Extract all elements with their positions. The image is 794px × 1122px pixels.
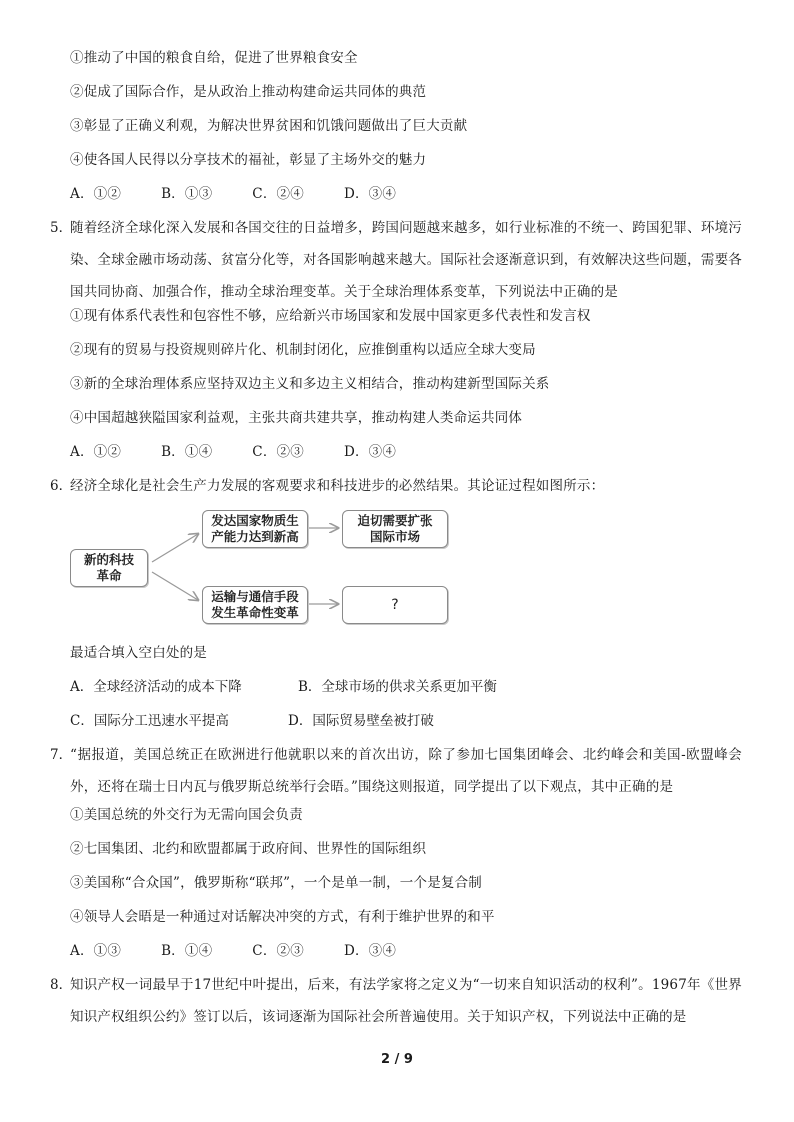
q5-option-d: D．③④ [343,444,397,460]
q7-statement-2: ②七国集团、北约和欧盟都属于政府间、世界性的国际组织 [70,841,427,857]
q6-option-a: A．全球经济活动的成本下降 [70,679,242,695]
q6-number: 6． [50,478,73,494]
q5-stem: 随着经济全球化深入发展和各国交往的日益增多，跨国问题越来越多，如行业标准的不统一、跨国犯罪、环境污染、全球金融市场动荡、贫富分化等，对各国影响越来越大。国际社会逐渐意识到，有效解决这些问题，需要各国共同协商、加强合作，推动全球治理变革。关于全球治理体系变革，下列说法中正确的是 [70,220,742,300]
q5-option-b: B．①④ [161,444,213,460]
diagram-box-bottom-right-blank: ? [342,586,448,624]
q4-statement-1: ①推动了中国的粮食自给，促进了世界粮食安全 [70,50,358,66]
page-number: 2 / 9 [381,1052,413,1067]
q7-option-c: C．②③ [252,943,304,959]
q8-stem: 知识产权一词最早于17世纪中叶提出，后来，有法学家将之定义为“一切来自知识活动的权利”。1967年《世界知识产权组织公约》签订以后，该词逐渐为国际社会所普遍使用。关于知识产权，下列说法中正确的是 [70,977,742,1025]
q7-number: 7． [50,747,73,763]
q6-option-d: D．国际贸易壁垒被打破 [288,713,434,729]
q7-statement-3: ③美国称“合众国”，俄罗斯称“联邦”，一个是单一制，一个是复合制 [70,875,483,891]
q5-statement-3: ③新的全球治理体系应坚持双边主义和多边主义相结合，推动构建新型国际关系 [70,376,550,392]
q4-statement-2: ②促成了国际合作，是从政治上推动构建命运共同体的典范 [70,84,427,100]
q4-option-c: C．②④ [252,186,304,202]
q8-number: 8． [50,977,73,993]
q5-number: 5． [50,220,73,236]
q5-option-a: A．①② [70,444,122,460]
diagram-box-source: 新的科技 革命 [70,549,148,587]
arrow-to-bottom-mid [152,572,198,600]
q7-stem: “据报道，美国总统正在欧洲进行他就职以来的首次出访，除了参加七国集团峰会、北约峰会和美国-欧盟峰会外，还将在瑞士日内瓦与俄罗斯总统举行会晤。”围绕这则报道，同学提出了以下观点，其中正确的是 [70,747,742,795]
q7-statement-4: ④领导人会晤是一种通过对话解决冲突的方式，有利于维护世界的和平 [70,909,495,925]
diagram-box-top-mid: 发达国家物质生 产能力达到新高 [202,510,308,548]
q6-stem: 经济全球化是社会生产力发展的客观要求和科技进步的必然结果。其论证过程如图所示： [70,478,605,494]
q5-statement-2: ②现有的贸易与投资规则碎片化、机制封闭化，应推倒重构以适应全球大变局 [70,342,536,358]
q7-option-b: B．①④ [161,943,213,959]
q5-options [70,442,396,462]
q6-option-b: B．全球市场的供求关系更加平衡 [298,679,497,695]
q4-option-d: D．③④ [343,186,397,202]
q4-option-a: A．①② [70,186,122,202]
q7-statement-1: ①美国总统的外交行为无需向国会负责 [70,807,303,823]
q6-diagram [60,500,460,630]
q7-options [70,941,396,961]
diagram-box-bottom-mid: 运输与通信手段 发生革命性变革 [202,586,308,624]
q6-prompt: 最适合填入空白处的是 [70,645,207,661]
q6-option-c: C．国际分工迅速水平提高 [70,713,229,729]
q5-option-c: C．②③ [252,444,304,460]
q4-statement-3: ③彰显了正确义利观，为解决世界贫困和饥饿问题做出了巨大贡献 [70,118,468,134]
diagram-box-top-right: 迫切需要扩张 国际市场 [342,510,448,548]
q4-option-b: B．①③ [161,186,213,202]
q4-statement-4: ④使各国人民得以分享技术的福祉，彰显了主场外交的魅力 [70,152,427,168]
q7-option-a: A．①③ [70,943,122,959]
q5-statement-4: ④中国超越狭隘国家利益观，主张共商共建共享，推动构建人类命运共同体 [70,410,523,426]
arrow-to-top-mid [152,534,198,562]
q7-option-d: D．③④ [343,943,397,959]
q5-statement-1: ①现有体系代表性和包容性不够，应给新兴市场国家和发展中国家更多代表性和发言权 [70,308,591,324]
q4-options [70,184,396,204]
